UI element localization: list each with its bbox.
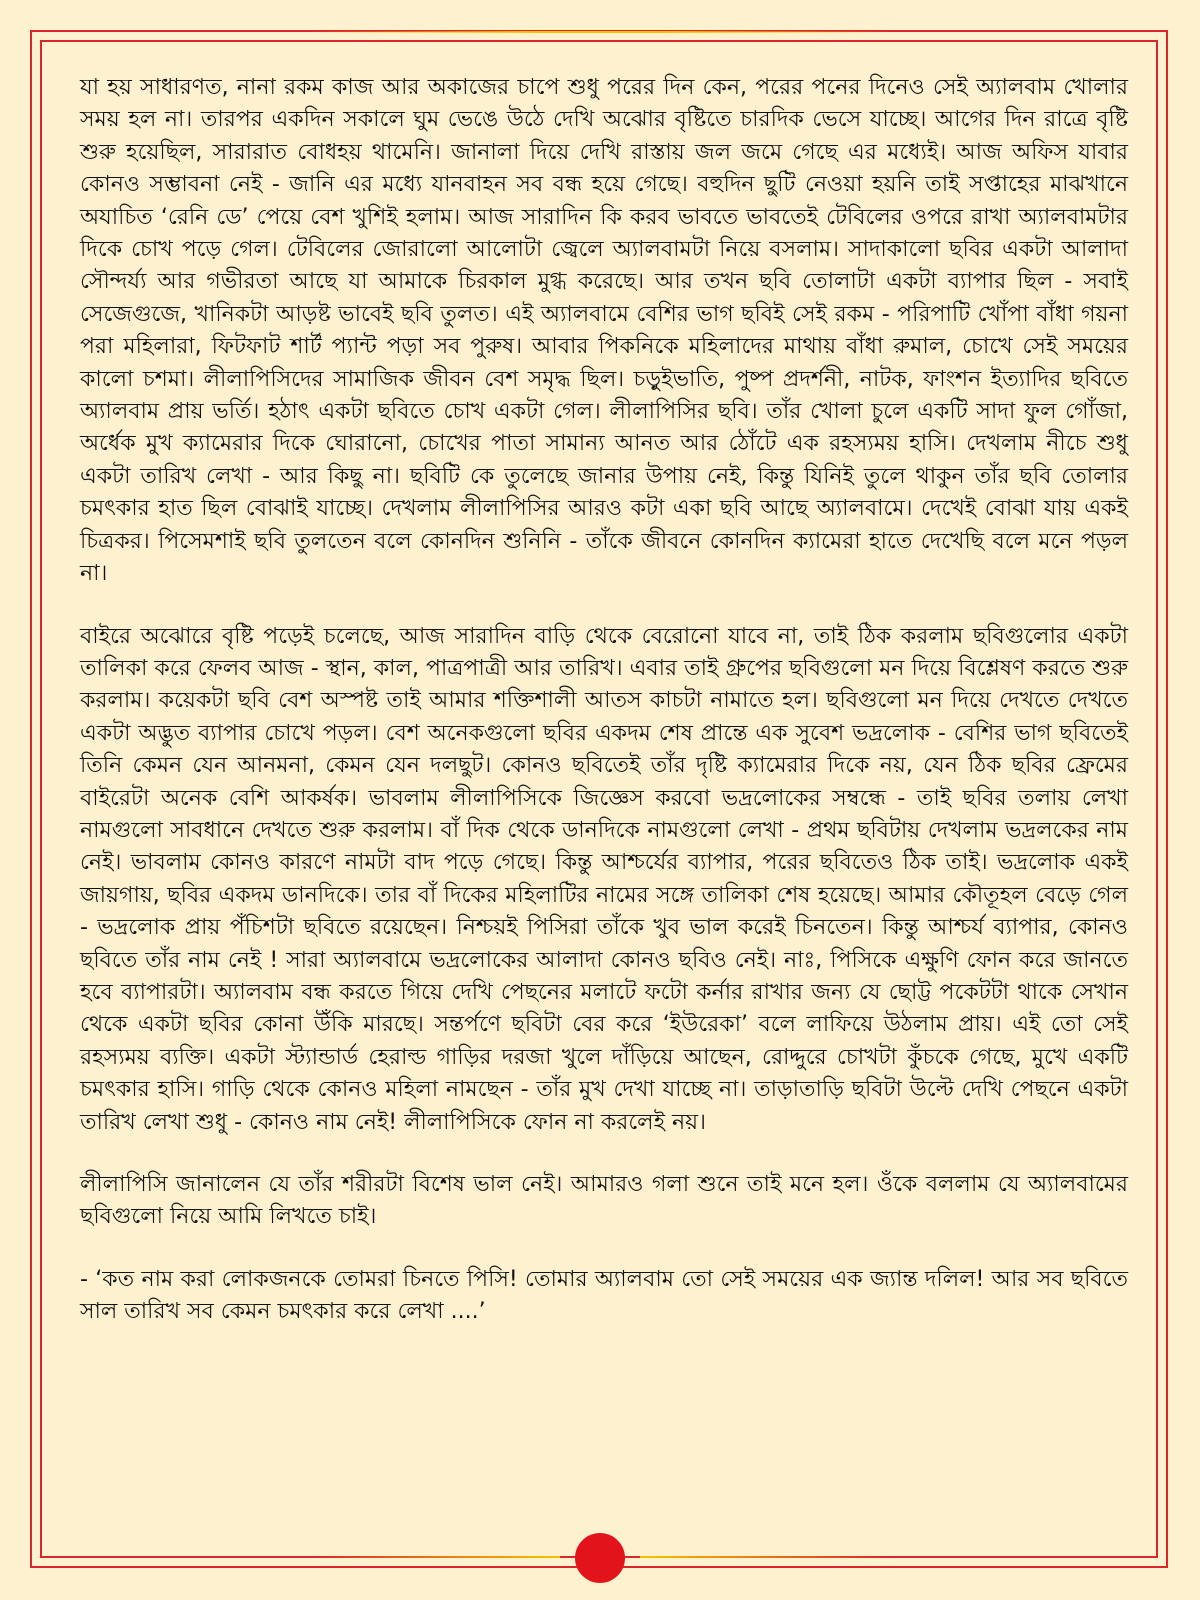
red-circle-ornament [575,1533,625,1583]
top-gold-ornament [310,31,890,33]
bottom-right-gold-ornament [640,1556,890,1558]
paragraph-3: লীলাপিসি জানালেন যে তাঁর শরীরটা বিশেষ ভাল নেই। আমারও গলা শুনে তাই মনে হল। ওঁকে বললাম যে অ্যালবামের ছবিগুলো নিয়ে আমি লিখতে চাই। [80,1172,1128,1230]
paragraph-4: - ‘কত নাম করা লোকজনকে তোমরা চিনতে পিসি! তোমার অ্যালবাম তো সেই সময়ের এক জ্যান্ত দলিল! আর সব ছবিতে সাল তারিখ সব কেমন চমৎকার করে লেখা ....’ [80,1266,1128,1325]
story-text [80,72,1128,1359]
bottom-left-gold-ornament [310,1556,560,1558]
paragraph-2: বাইরে অঝোরে বৃষ্টি পড়েই চলেছে, আজ সারাদিন বাড়ি থেকে বেরোনো যাবে না, তাই ঠিক করলাম ছবিগুলোর একটা তালিকা করে ফেলব আজ - স্থান, কাল, পাত্রপাত্রী আর তারিখ। এবার তাই গ্রুপের ছবিগুলো মন দিয়ে বিশ্লেষণ করতে শুরু করলাম। কয়েকটা ছবি বেশ অস্পষ্ট তাই আমার শক্তিশালী আতস কাচটা নামাতে হল। ছবিগুলো মন দিয়ে দেখতে দেখতে একটা অদ্ভুত ব্যাপার চোখে পড়ল। বেশ অনেকগুলো ছবির একদম শেষ প্রান্তে এক সুবেশ ভদ্রলোক - বেশির ভাগ ছবিতেই তিনি কেমন যেন আনমনা, কেমন যেন দলছুট। কোনও ছবিতেই তাঁর দৃষ্টি ক্যামেরার দিকে নয়, যেন ঠিক ছবির ফ্রেমের বাইরেটা অনেক বেশি আকর্ষক। ভাবলাম লীলাপিসিকে জিজ্ঞেস করবো ভদ্রলোকের সম্বন্ধে - তাই ছবির তলায় লেখা নামগুলো সাবধানে দেখতে শুরু করলাম। বাঁ দিক থেকে ডানদিকে নামগুলো লেখা - প্রথম ছবিটায় দেখলাম ভদ্রলকের নাম নেই। ভাবলাম কোনও কারণে নামটা বাদ পড়ে গেছে। কিন্তু আশ্চর্যের ব্যাপার, পরের ছবিতেও ঠিক তাই। ভদ্রলোক একই জায়গায়, ছবির একদম ডানদিকে। তার বাঁ দিকের মহিলাটির নামের সঙ্গে তালিকা শেষ হয়েছে। আমার কৌতূহল বেড়ে গেল - ভদ্রলোক প্রায় পঁচিশটা ছবিতে রয়েছেন। নিশ্চয়ই পিসিরা তাঁকে খুব ভাল করেই চিনতেন। কিন্তু আশ্চর্য ব্যাপার, কোনও ছবিতে তাঁর নাম নেই ! সারা অ্যালবামে ভদ্রলোকের আলাদা কোনও ছবিও নেই। নাঃ, পিসিকে এক্ষুণি ফোন করে জানতে হবে ব্যাপারটা। অ্যালবাম বন্ধ করতে গিয়ে দেখি পেছনের মলাটে ফটো কর্নার রাখার জন্য যে ছোট্ট পকেটটা থাকে সেখান থেকে একটা ছবির কোনা উঁকি মারছে। সন্তর্পণে ছবিটা বের করে ‘ইউরেকা’ বলে লাফিয়ে উঠলাম প্রায়। এই তো সেই রহস্যময় ব্যক্তি। একটা স্ট্যান্ডার্ড হেরাল্ড গাড়ির দরজা খুলে দাঁড়িয়ে আছেন, রোদ্দুরে চোখটা কুঁচকে গেছে, মুখে একটি চমৎকার হাসি। গাড়ি থেকে কোনও মহিলা নামছেন - তাঁর মুখ দেখা যাচ্ছে না। তাড়াতাড়ি ছবিটা উল্টে দেখি পেছনে একটা তারিখ লেখা শুধু - কোনও নাম নেই! লীলাপিসিকে ফোন না করলেই নয়। [80,623,1128,1135]
paragraph-1: যা হয় সাধারণত, নানা রকম কাজ আর অকাজের চাপে শুধু পরের দিন কেন, পরের পনের দিনেও সেই অ্যালবাম খোলার সময় হল না। তারপর একদিন সকালে ঘুম ভেঙে উঠে দেখি অঝোর বৃষ্টিতে চারদিক ভেসে যাচ্ছে। আগের দিন রাত্রে বৃষ্টি শুরু হয়েছিল, সারারাত বোধহয় থামেনি। জানালা দিয়ে দেখি রাস্তায় জল জমে গেছে এর মধ্যেই। আজ অফিস যাবার কোনও সম্ভাবনা নেই - জানি এর মধ্যে যানবাহন সব বন্ধ হয়ে গেছে। বহুদিন ছুটি নেওয়া হয়নি তাই সপ্তাহের মাঝখানে অযাচিত ‘রেনি ডে’ পেয়ে বেশ খুশিই হলাম। আজ সারাদিন কি করব ভাবতে ভাবতেই টেবিলের ওপরে রাখা অ্যালবামটার দিকে চোখ পড়ে গেল। টেবিলের জোরালো আলোটা জ্বেলে অ্যালবামটা নিয়ে বসলাম। সাদাকালো ছবির একটা আলাদা সৌন্দর্য্য আর গভীরতা আছে যা আমাকে চিরকাল মুগ্ধ করেছে। আর তখন ছবি তোলাটা একটা ব্যাপার ছিল - সবাই সেজেগুজে, খানিকটা আড়ষ্ট ভাবেই ছবি তুলত। এই অ্যালবামে বেশির ভাগ ছবিই সেই রকম - পরিপাটি খোঁপা বাঁধা গয়না পরা মহিলারা, ফিটফাট শার্ট প্যান্ট পড়া সব পুরুষ। আবার পিকনিকে মহিলাদের মাথায় বাঁধা রুমাল, চোখে সেই সময়ের কালো চশমা। লীলাপিসিদের সামাজিক জীবন বেশ সমৃদ্ধ ছিল। চড়ুইভাতি, পুষ্প প্রদর্শনী, নাটক, ফাংশন ইত্যাদির ছবিতে অ্যালবাম প্রায় ভর্তি। হঠাৎ একটা ছবিতে চোখ একটা গেল। লীলাপিসির ছবি। তাঁর খোলা চুলে একটি সাদা ফুল গোঁজা, অর্ধেক মুখ ক্যামেরার দিকে ঘোরানো, চোখের পাতা সামান্য আনত আর ঠোঁটে এক রহস্যময় হাসি। দেখলাম নীচে শুধু একটা তারিখ লেখা - আর কিছু না। ছবিটি কে তুলেছে জানার উপায় নেই, কিন্তু যিনিই তুলে থাকুন তাঁর ছবি তোলার চমৎকার হাত ছিল বোঝাই যাচ্ছে। দেখলাম লীলাপিসির আরও কটা একা ছবি আছে অ্যালবামে। দেখেই বোঝা যায় একই চিত্রকর। পিসেমশাই ছবি তুলতেন বলে কোনদিন শুনিনি - তাঁকে জীবনে কোনদিন ক্যামেরা হাতে দেখেছি বলে মনে পড়ল না। [80,75,1128,587]
